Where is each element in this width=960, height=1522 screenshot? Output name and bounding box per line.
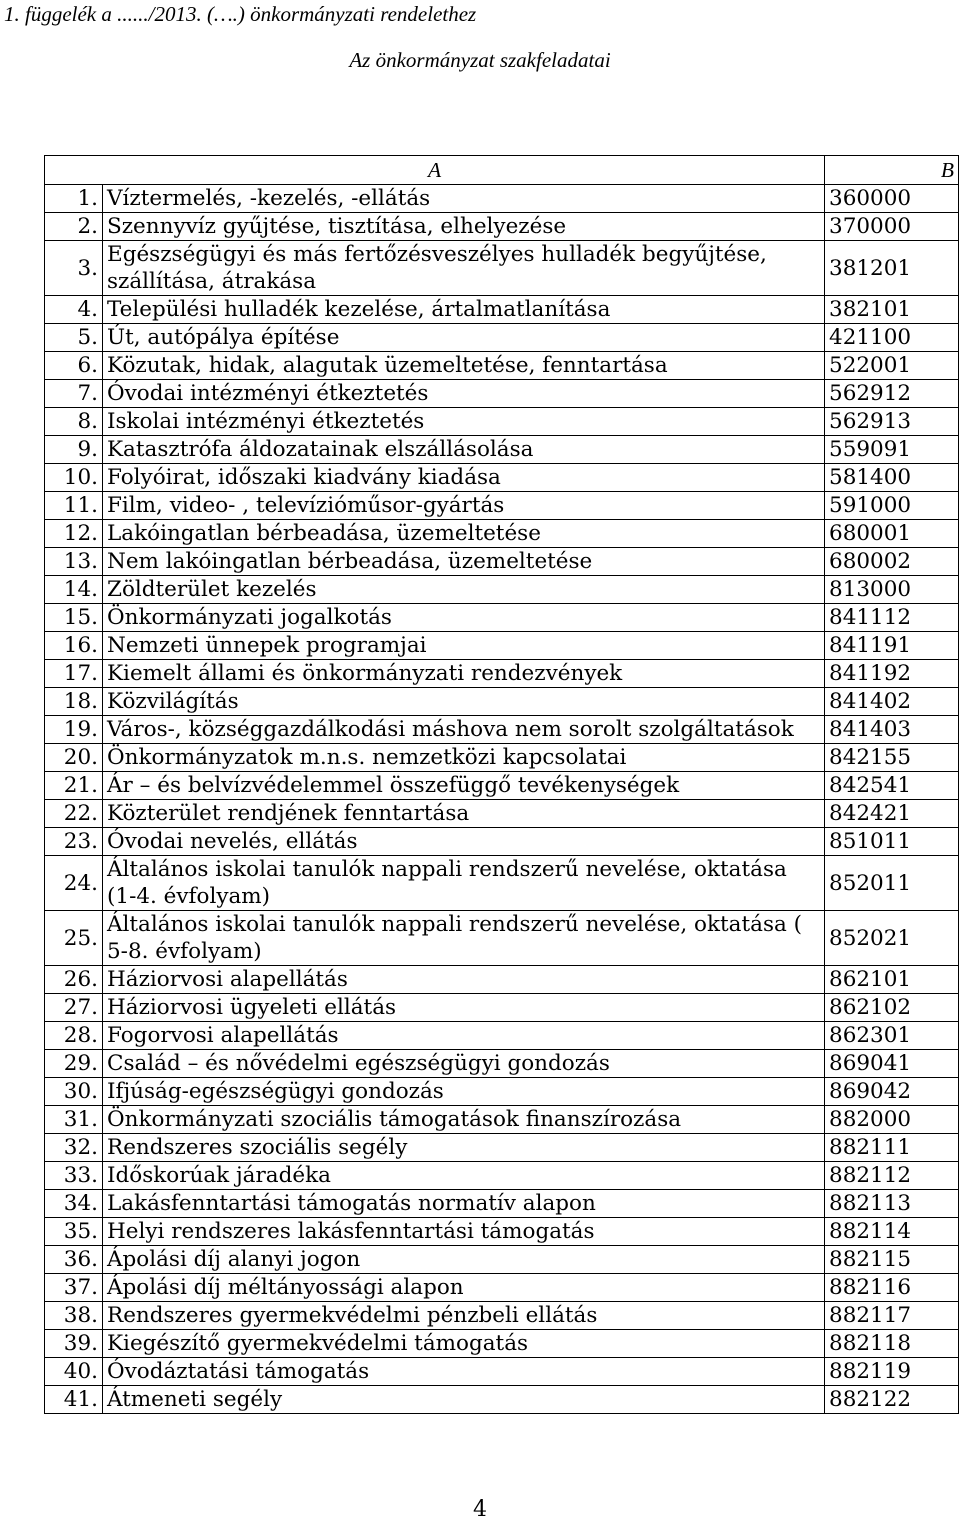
row-code: 882000 xyxy=(825,1106,959,1134)
row-label: Közterület rendjének fenntartása xyxy=(103,800,825,828)
table-row xyxy=(45,1106,959,1134)
row-number: 41. xyxy=(45,1386,103,1414)
row-code: 882112 xyxy=(825,1162,959,1190)
row-code: 841191 xyxy=(825,632,959,660)
row-number: 33. xyxy=(45,1162,103,1190)
row-code: 851011 xyxy=(825,828,959,856)
row-number: 25. xyxy=(45,911,103,966)
document-header: 1. függelék a ....../2013. (….) önkormányzati rendelethez xyxy=(4,2,477,26)
row-number: 17. xyxy=(45,660,103,688)
row-number: 40. xyxy=(45,1358,103,1386)
table-row xyxy=(45,1078,959,1106)
row-number: 37. xyxy=(45,1274,103,1302)
table-row xyxy=(45,828,959,856)
row-number: 35. xyxy=(45,1218,103,1246)
row-code: 882111 xyxy=(825,1134,959,1162)
table-row xyxy=(45,352,959,380)
row-number: 1. xyxy=(45,185,103,213)
column-header-b: B xyxy=(825,156,959,185)
row-code: 522001 xyxy=(825,352,959,380)
row-code: 842541 xyxy=(825,772,959,800)
row-code: 862301 xyxy=(825,1022,959,1050)
table-row xyxy=(45,296,959,324)
table-row xyxy=(45,1218,959,1246)
row-code: 882118 xyxy=(825,1330,959,1358)
document-subtitle: Az önkormányzat szakfeladatai xyxy=(349,48,611,72)
row-code: 813000 xyxy=(825,576,959,604)
row-label: Ifjúság-egészségügyi gondozás xyxy=(103,1078,825,1106)
row-number: 2. xyxy=(45,213,103,241)
row-label: Kiegészítő gyermekvédelmi támogatás xyxy=(103,1330,825,1358)
row-label: Lakóingatlan bérbeadása, üzemeltetése xyxy=(103,520,825,548)
row-code: 842155 xyxy=(825,744,959,772)
table-row xyxy=(45,548,959,576)
row-label: Ápolási díj alanyi jogon xyxy=(103,1246,825,1274)
row-number: 19. xyxy=(45,716,103,744)
row-code: 841192 xyxy=(825,660,959,688)
row-code: 869042 xyxy=(825,1078,959,1106)
row-number: 14. xyxy=(45,576,103,604)
table-row xyxy=(45,464,959,492)
row-number: 38. xyxy=(45,1302,103,1330)
table-row xyxy=(45,688,959,716)
row-code: 841112 xyxy=(825,604,959,632)
row-number: 10. xyxy=(45,464,103,492)
row-number: 9. xyxy=(45,436,103,464)
row-number: 7. xyxy=(45,380,103,408)
row-number: 18. xyxy=(45,688,103,716)
row-number: 32. xyxy=(45,1134,103,1162)
row-label: Települési hulladék kezelése, ártalmatlanítása xyxy=(103,296,825,324)
row-number: 11. xyxy=(45,492,103,520)
row-label: Víztermelés, -kezelés, -ellátás xyxy=(103,185,825,213)
table-row xyxy=(45,576,959,604)
table-body xyxy=(45,185,959,1414)
row-code: 382101 xyxy=(825,296,959,324)
row-code: 882117 xyxy=(825,1302,959,1330)
row-number: 24. xyxy=(45,856,103,911)
row-number: 15. xyxy=(45,604,103,632)
row-number: 27. xyxy=(45,994,103,1022)
row-label: Önkormányzatok m.n.s. nemzetközi kapcsolatai xyxy=(103,744,825,772)
table-row xyxy=(45,1274,959,1302)
row-code: 882119 xyxy=(825,1358,959,1386)
row-code: 862101 xyxy=(825,966,959,994)
row-code: 562913 xyxy=(825,408,959,436)
table-row xyxy=(45,324,959,352)
row-number: 20. xyxy=(45,744,103,772)
row-label: Közvilágítás xyxy=(103,688,825,716)
row-number: 34. xyxy=(45,1190,103,1218)
row-number: 30. xyxy=(45,1078,103,1106)
row-code: 841403 xyxy=(825,716,959,744)
row-code: 882114 xyxy=(825,1218,959,1246)
row-number: 12. xyxy=(45,520,103,548)
table-row xyxy=(45,604,959,632)
row-label: Óvodai nevelés, ellátás xyxy=(103,828,825,856)
row-label: Fogorvosi alapellátás xyxy=(103,1022,825,1050)
table-row xyxy=(45,800,959,828)
table-row xyxy=(45,660,959,688)
row-number: 36. xyxy=(45,1246,103,1274)
row-code: 869041 xyxy=(825,1050,959,1078)
row-label: Önkormányzati szociális támogatások finanszírozása xyxy=(103,1106,825,1134)
table-row xyxy=(45,1358,959,1386)
row-label: Rendszeres szociális segély xyxy=(103,1134,825,1162)
row-label: Óvodai intézményi étkeztetés xyxy=(103,380,825,408)
row-label: Ár – és belvízvédelemmel összefüggő tevékenységek xyxy=(103,772,825,800)
row-code: 841402 xyxy=(825,688,959,716)
row-code: 381201 xyxy=(825,241,959,296)
row-label: Óvodáztatási támogatás xyxy=(103,1358,825,1386)
row-number: 26. xyxy=(45,966,103,994)
row-code: 852011 xyxy=(825,856,959,911)
table-row xyxy=(45,716,959,744)
row-label: Út, autópálya építése xyxy=(103,324,825,352)
table-row xyxy=(45,185,959,213)
table-row xyxy=(45,492,959,520)
row-code: 680002 xyxy=(825,548,959,576)
row-label: Szennyvíz gyűjtése, tisztítása, elhelyezése xyxy=(103,213,825,241)
row-number: 39. xyxy=(45,1330,103,1358)
row-code: 882116 xyxy=(825,1274,959,1302)
row-label: Nem lakóingatlan bérbeadása, üzemeltetése xyxy=(103,548,825,576)
table-row xyxy=(45,1330,959,1358)
row-label: Család – és nővédelmi egészségügyi gondozás xyxy=(103,1050,825,1078)
row-label: Átmeneti segély xyxy=(103,1386,825,1414)
table-row xyxy=(45,772,959,800)
row-code: 581400 xyxy=(825,464,959,492)
table-row xyxy=(45,436,959,464)
row-label: Város-, községgazdálkodási máshova nem sorolt szolgáltatások xyxy=(103,716,825,744)
table-row xyxy=(45,744,959,772)
row-number: 31. xyxy=(45,1106,103,1134)
row-number: 21. xyxy=(45,772,103,800)
table-row xyxy=(45,1302,959,1330)
row-label: Katasztrófa áldozatainak elszállásolása xyxy=(103,436,825,464)
row-label: Folyóirat, időszaki kiadvány kiadása xyxy=(103,464,825,492)
row-code: 882122 xyxy=(825,1386,959,1414)
tasks-table xyxy=(44,155,959,1414)
row-code: 562912 xyxy=(825,380,959,408)
table-row xyxy=(45,520,959,548)
row-code: 862102 xyxy=(825,994,959,1022)
table-row xyxy=(45,213,959,241)
row-number: 4. xyxy=(45,296,103,324)
row-number: 8. xyxy=(45,408,103,436)
row-code: 842421 xyxy=(825,800,959,828)
row-label: Önkormányzati jogalkotás xyxy=(103,604,825,632)
row-code: 360000 xyxy=(825,185,959,213)
table-row xyxy=(45,1162,959,1190)
row-label: Zöldterület kezelés xyxy=(103,576,825,604)
table-row xyxy=(45,856,959,911)
row-number: 13. xyxy=(45,548,103,576)
row-number: 23. xyxy=(45,828,103,856)
row-label: Időskorúak járadéka xyxy=(103,1162,825,1190)
page-number: 4 xyxy=(473,1497,487,1522)
row-label: Rendszeres gyermekvédelmi pénzbeli ellátás xyxy=(103,1302,825,1330)
table-header-row xyxy=(45,156,959,185)
row-code: 421100 xyxy=(825,324,959,352)
table-row xyxy=(45,380,959,408)
table-row xyxy=(45,1022,959,1050)
row-code: 882113 xyxy=(825,1190,959,1218)
table-row xyxy=(45,911,959,966)
row-number: 22. xyxy=(45,800,103,828)
row-label: Ápolási díj méltányossági alapon xyxy=(103,1274,825,1302)
row-number: 3. xyxy=(45,241,103,296)
row-label: Általános iskolai tanulók nappali rendszerű nevelése, oktatása (1-4. évfolyam) xyxy=(103,856,825,911)
row-label: Általános iskolai tanulók nappali rendszerű nevelése, oktatása ( 5-8. évfolyam) xyxy=(103,911,825,966)
row-code: 591000 xyxy=(825,492,959,520)
row-code: 559091 xyxy=(825,436,959,464)
row-label: Egészségügyi és más fertőzésveszélyes hulladék begyűjtése, szállítása, átrakása xyxy=(103,241,825,296)
row-code: 680001 xyxy=(825,520,959,548)
row-label: Lakásfenntartási támogatás normatív alapon xyxy=(103,1190,825,1218)
table-row xyxy=(45,1190,959,1218)
row-label: Nemzeti ünnepek programjai xyxy=(103,632,825,660)
row-code: 882115 xyxy=(825,1246,959,1274)
row-label: Közutak, hidak, alagutak üzemeltetése, fenntartása xyxy=(103,352,825,380)
row-code: 852021 xyxy=(825,911,959,966)
row-label: Háziorvosi alapellátás xyxy=(103,966,825,994)
table-row xyxy=(45,241,959,296)
table-row xyxy=(45,408,959,436)
table-row xyxy=(45,1246,959,1274)
row-number: 6. xyxy=(45,352,103,380)
row-label: Kiemelt állami és önkormányzati rendezvények xyxy=(103,660,825,688)
row-number: 29. xyxy=(45,1050,103,1078)
table-row xyxy=(45,1050,959,1078)
row-label: Film, video- , televízióműsor-gyártás xyxy=(103,492,825,520)
table-row xyxy=(45,1386,959,1414)
row-label: Háziorvosi ügyeleti ellátás xyxy=(103,994,825,1022)
table-row xyxy=(45,966,959,994)
table-row xyxy=(45,994,959,1022)
row-code: 370000 xyxy=(825,213,959,241)
row-label: Iskolai intézményi étkeztetés xyxy=(103,408,825,436)
table-row xyxy=(45,632,959,660)
table-row xyxy=(45,1134,959,1162)
column-header-a: A xyxy=(45,156,825,185)
row-number: 16. xyxy=(45,632,103,660)
row-number: 5. xyxy=(45,324,103,352)
row-number: 28. xyxy=(45,1022,103,1050)
row-label: Helyi rendszeres lakásfenntartási támogatás xyxy=(103,1218,825,1246)
